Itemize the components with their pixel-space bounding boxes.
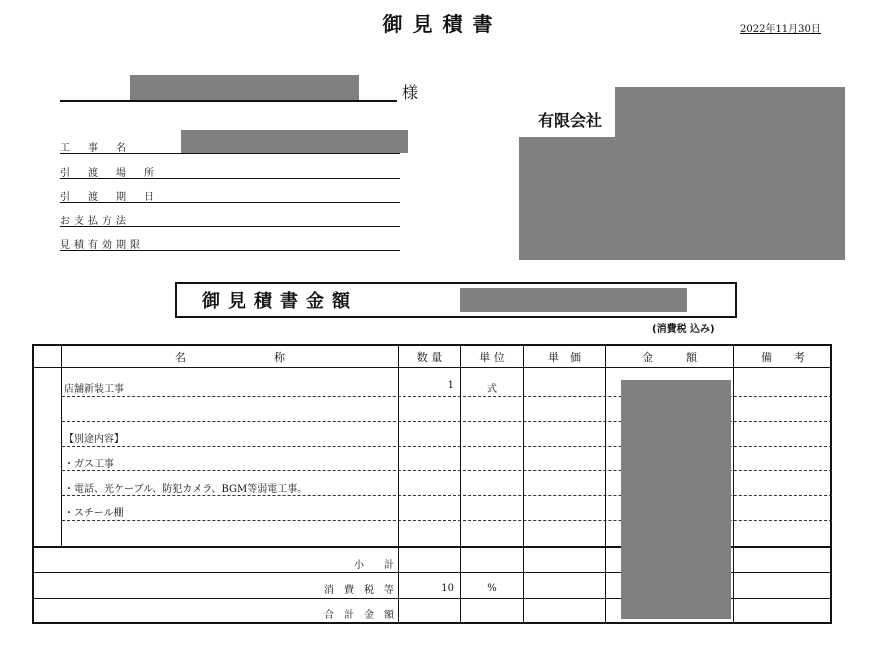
header-unit-price: 単 価 (548, 351, 581, 364)
header-remarks: 備 考 (761, 351, 805, 364)
row-name: 【別途内容】 (64, 434, 124, 445)
info-label-validity-period: 見積有効期限 (60, 240, 144, 251)
tax-unit: % (487, 583, 497, 594)
info-label-payment-method: お支払方法 (60, 216, 130, 227)
info-row-delivery-date (60, 184, 400, 203)
row-name: ・ガス工事 (64, 459, 114, 470)
index-column-divider (61, 344, 62, 546)
redacted-client-name (130, 75, 359, 100)
tax-rate: 10 (441, 583, 454, 594)
info-label-project-name: 工 事 名 (60, 143, 130, 154)
header-unit: 単 位 (479, 351, 505, 364)
row-quantity: 1 (447, 380, 454, 391)
document-title: 御見積書 (382, 12, 503, 36)
info-row-payment-method (60, 208, 400, 227)
redacted-project-name (181, 130, 408, 153)
column-divider (523, 344, 524, 624)
redacted-amounts (621, 380, 731, 619)
row-name: 店舗新装工事 (64, 384, 124, 395)
header-divider (32, 367, 832, 368)
header-amount: 金 額 (642, 351, 697, 364)
column-divider (605, 344, 606, 624)
row-unit: 式 (487, 384, 497, 395)
redacted-company-name (615, 87, 845, 137)
redacted-company-details (519, 137, 845, 260)
header-quantity: 数 量 (416, 351, 443, 364)
header-name: 名 称 (175, 351, 285, 364)
grand-total-label: 合 計 金 額 (324, 610, 394, 621)
tax-label: 消 費 税 等 (324, 585, 394, 596)
column-divider (733, 344, 734, 624)
client-underline (60, 100, 397, 102)
redacted-total-amount (460, 288, 687, 312)
info-row-validity-period (60, 232, 400, 251)
row-name: ・スチール棚 (64, 508, 124, 519)
total-amount-label: 御見積書金額 (202, 291, 358, 312)
subtotal-label: 小 計 (354, 560, 394, 571)
issue-date: 2022年11月30日 (740, 24, 821, 35)
tax-included-note: (消費税 込み) (652, 324, 715, 335)
row-name: ・電話、光ケーブル、防犯カメラ、BGM等弱電工事。 (64, 484, 308, 495)
info-row-delivery-place (60, 160, 400, 179)
info-label-delivery-date: 引 渡 期 日 (60, 192, 158, 203)
client-honorific: 様 (402, 83, 419, 102)
company-name: 有限会社 (538, 111, 603, 130)
info-label-delivery-place: 引 渡 場 所 (60, 168, 158, 179)
column-divider (398, 344, 399, 624)
